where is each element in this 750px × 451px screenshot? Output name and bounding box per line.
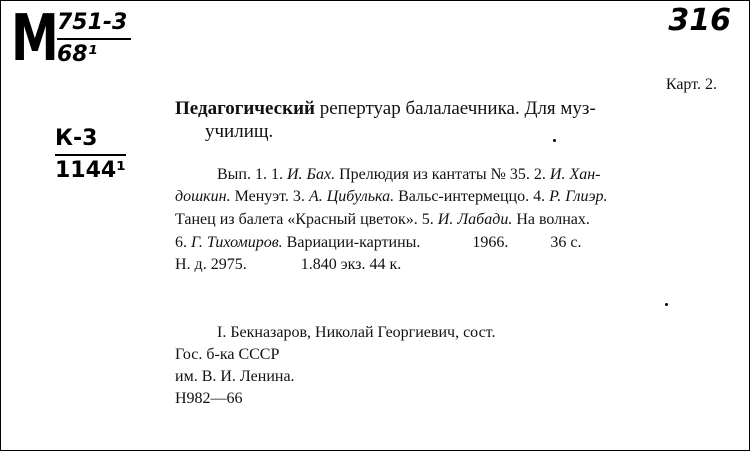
title-rest: репертуар балалаечника. Для муз-: [314, 98, 596, 119]
text-run: Прелюдия из кантаты № 35. 2.: [335, 166, 550, 183]
composer-name: И. Лабади.: [437, 211, 513, 228]
contents-line-4: [175, 233, 582, 253]
composer-name: И. Хан-: [549, 166, 601, 183]
print-run-price: 1.840 экз. 44 к.: [300, 256, 402, 273]
shelfmark-1-denominator: 68¹: [57, 42, 98, 67]
publication-year: 1966.: [472, 234, 509, 251]
composer-name: Р. Глиэр.: [549, 188, 608, 205]
title-line-1: [175, 97, 596, 120]
library-code: Н982—66: [175, 390, 243, 407]
shelfmark-2-denominator: 1144¹: [55, 158, 126, 183]
text-run: Танец из балета «Красный цветок». 5.: [175, 211, 438, 228]
text-run: На волнах.: [512, 211, 590, 228]
title-bold-word: Педагогический: [175, 98, 315, 119]
speck: [553, 139, 556, 142]
contents-line-1: [217, 165, 600, 185]
shelfmark-1-numerator: 751-3: [57, 9, 131, 40]
handwritten-shelfmark-1: [57, 9, 131, 69]
handwritten-m-mark: M: [11, 2, 59, 76]
title-line-2: училищ.: [205, 121, 274, 142]
composer-name: дошкин.: [175, 188, 231, 205]
composer-name: И. Бах.: [286, 166, 336, 183]
handwritten-shelfmark-2: [55, 125, 126, 185]
contents-line-3: [175, 210, 590, 230]
library-line-2: им. В. И. Ленина.: [175, 368, 295, 385]
text-run: Менуэт. 3.: [230, 188, 309, 205]
library-line-1: Гос. б-ка СССР: [175, 346, 280, 363]
text-run: 6.: [175, 234, 191, 251]
composer-name: Г. Тихомиров.: [191, 234, 283, 251]
text-run: Вальс-интермеццо. 4.: [394, 188, 550, 205]
handwritten-corner-number: 316: [668, 3, 731, 38]
shelfmark-2-numerator: К-3: [55, 125, 126, 156]
text-run: Вариации-картины.: [282, 234, 421, 251]
text-run: Вып. 1. 1.: [217, 166, 287, 183]
contents-line-2: [175, 187, 608, 207]
compiler-entry: I. Бекназаров, Николай Георгиевич, сост.: [217, 324, 496, 341]
composer-name: А. Цибулька.: [308, 188, 395, 205]
speck: [665, 303, 668, 306]
card-number: Карт. 2.: [665, 76, 717, 93]
contents-line-5: [175, 255, 401, 275]
plate-number: Н. д. 2975.: [175, 256, 247, 273]
page-count: 36 с.: [550, 234, 582, 251]
